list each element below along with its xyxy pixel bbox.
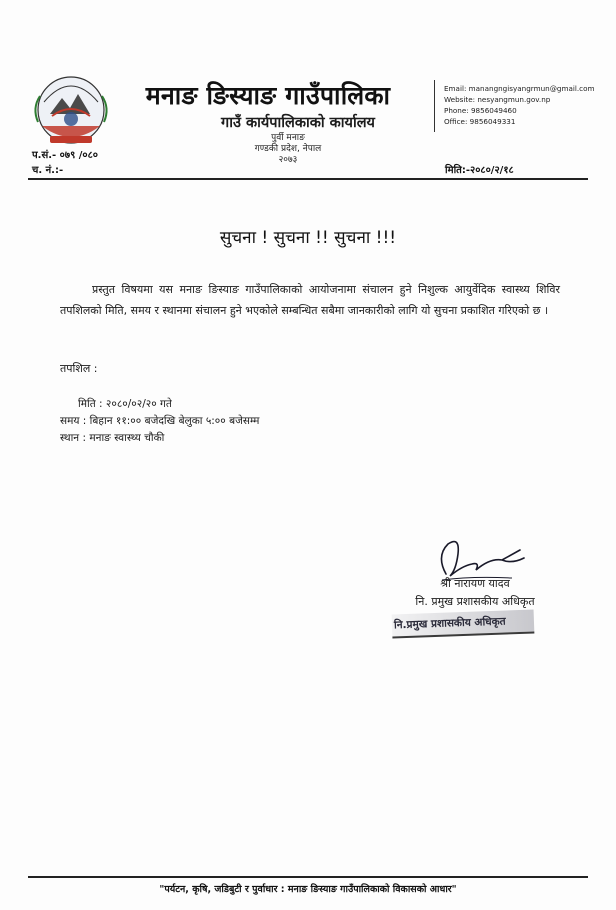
contact-block [444, 83, 595, 127]
contact-email: Email: manangngisyangrmun@gmail.com [444, 84, 595, 93]
contact-phone: Phone: 9856049460 [444, 106, 517, 115]
ref-number: प.सं.- ०७९ /०८० [32, 150, 99, 161]
contact-divider [434, 80, 435, 132]
reference-block [32, 148, 98, 178]
footer-motto: "पर्यटन, कृषि, जडिबुटी र पुर्वाधार : मनाङ ङिस्याङ गाउँपालिकाको विकासको आधार" [159, 884, 457, 895]
header-divider [28, 178, 588, 180]
signatory-name: श्री नारायण यादव [440, 577, 510, 590]
signatory-designation: नि. प्रमुख प्रशासकीय अधिकृत [415, 595, 535, 608]
details-list [60, 396, 259, 447]
official-stamp: नि.प्रमुख प्रशासकीय अधिकृत [392, 610, 535, 639]
address-block [218, 133, 358, 166]
address-line: २०७३ [278, 155, 298, 165]
contact-website: Website: nesyangmun.gov.np [444, 95, 551, 104]
contact-office: Office: 9856049331 [444, 117, 516, 126]
address-line: पुर्वी मनाङ [271, 133, 305, 143]
notice-paragraph [60, 279, 560, 321]
notice-title: सुचना ! सुचना !! सुचना !!! [219, 228, 397, 248]
dispatch-number: च. नं.:- [32, 165, 64, 176]
details-heading: तपशिल : [60, 362, 98, 375]
notice-text: प्रस्तुत विषयमा यस मनाङ ङिस्याङ गाउँपालिकाको आयोजनामा संचालन हुने निशुल्क आयुर्वेदिक स्वास्थ्य शिविर तपशिलको मिति, समय र स्थानमा संचालन हुने भएकोले सम्बन्धित सबैमा जानकारीको लागि यो सुचना प्रकाशित गरिएको छ । [60, 283, 560, 317]
detail-time: समय : बिहान ११:०० बजेदखि बेलुका ५:०० बजेसम्म [60, 415, 260, 427]
org-name: मनाङ ङिस्याङ गाउँपालिका [145, 81, 391, 110]
letter-date: मिति:-२०८०/२/१८ [445, 165, 514, 176]
detail-place: स्थान : मनाङ स्वास्थ्य चौकी [60, 432, 165, 444]
office-name: गाउँ कार्यपालिकाको कार्यालय [221, 115, 375, 131]
emblem-icon [28, 72, 114, 152]
detail-date: मिति : २०८०/०२/२० गते [78, 398, 172, 410]
address-line: गण्डकी प्रदेश, नेपाल [254, 144, 322, 154]
footer-divider [28, 876, 588, 878]
